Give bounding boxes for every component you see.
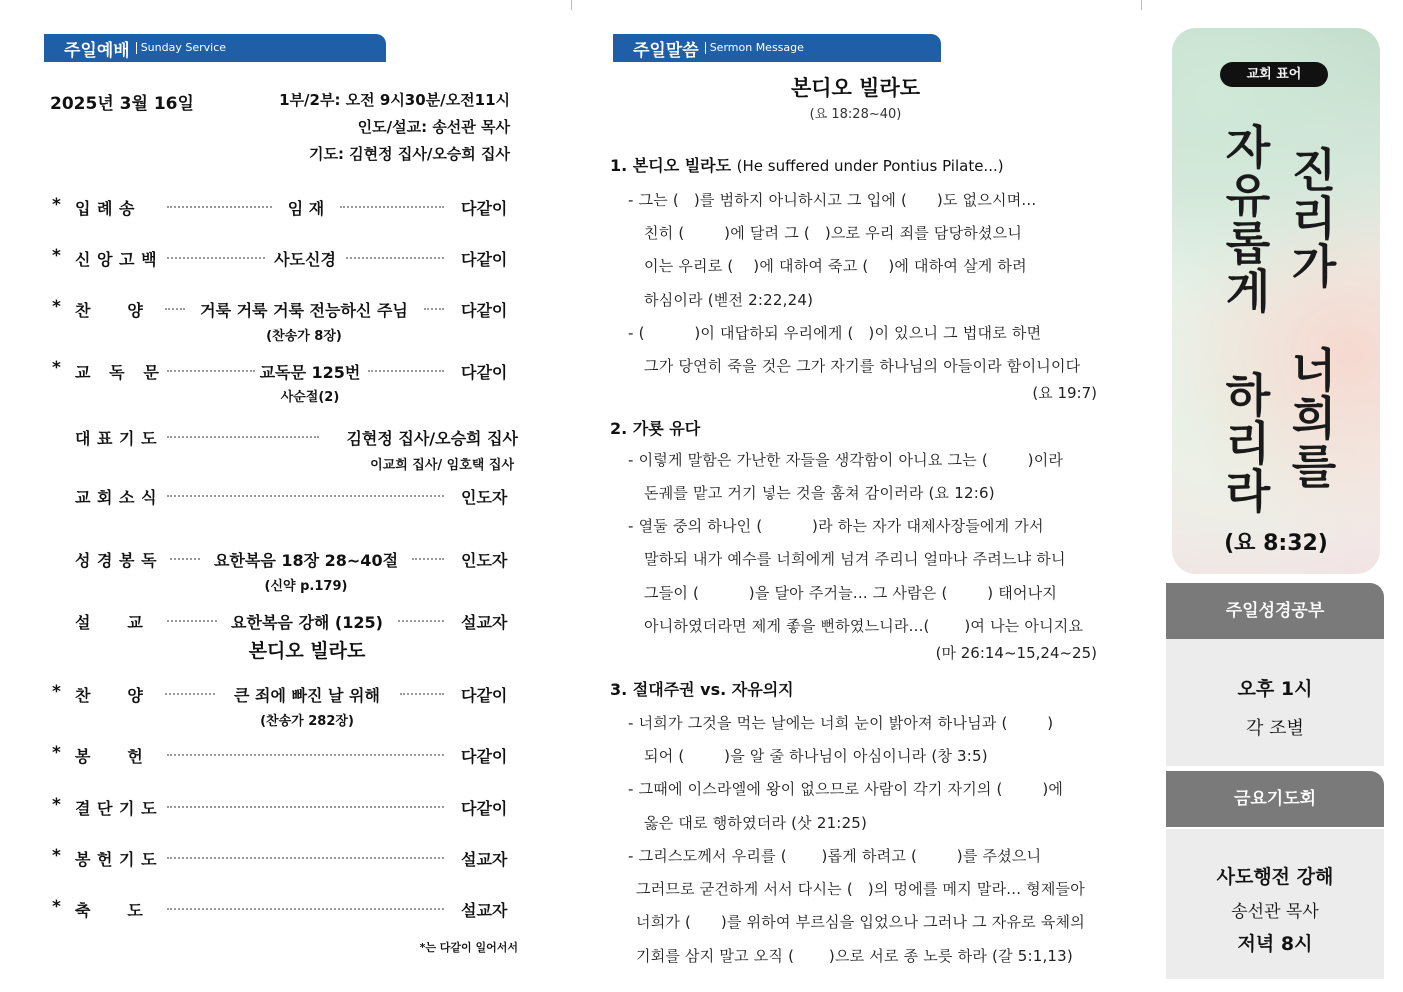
sermon-line: 기회를 삼지 말고 오직 ( )으로 서로 종 노릇 하라 (갈 5:1,13): [636, 947, 1073, 965]
bible-study-body: [1166, 639, 1384, 766]
service-header-en: Sunday Service: [136, 42, 226, 54]
order-content: 요한복음 18장 28~40절: [213, 551, 399, 570]
sermon-line: - 너희가 그것을 먹는 날에는 너희 눈이 밝아져 하나님과 ( ): [628, 714, 1054, 732]
sermon-line: - 그는 ( )를 범하지 아니하시고 그 입에 ( )도 없으시며...: [628, 191, 1037, 209]
dotted-leader: [340, 206, 444, 208]
sermon-line: - ( )이 대답하되 우리에게 ( )이 있으니 그 법대로 하면: [628, 324, 1042, 342]
order-label: 찬 양: [75, 686, 144, 705]
sermon-line: 그들이 ( )을 달아 주거늘... 그 사람은 ( ) 태어나지: [644, 584, 1058, 602]
service-header: [44, 34, 386, 62]
sermon-line: 그가 당연히 죽을 것은 그가 자기를 하나님의 아들이라 함이니이다: [644, 357, 1081, 375]
sermon-line: 돈궤를 맡고 거기 넣는 것을 훔쳐 감이러라 (요 12:6): [644, 484, 995, 502]
sermon-line: 옳은 대로 행하였더라 (삿 21:25): [644, 814, 868, 832]
section-3-title: 3. 절대주권 vs. 자유의지: [610, 680, 794, 699]
sermon-line: 그러므로 굳건하게 서서 다시는 ( )의 멍에를 메지 말라... 형제들아: [636, 880, 1085, 898]
order-leader: 다같이: [461, 363, 508, 382]
order-leader: 설교자: [461, 613, 508, 632]
order-leader: 다같이: [461, 747, 508, 766]
order-leader: 인도자: [461, 488, 508, 507]
standing-mark: *: [52, 246, 61, 266]
dotted-leader: [167, 857, 444, 859]
service-time: 1부/2부: 오전 9시30분/오전11시: [279, 91, 510, 109]
church-motto-card: [1172, 28, 1380, 574]
dotted-leader: [167, 908, 444, 910]
standing-mark: *: [52, 682, 61, 702]
friday-prayer-leader: 송선관 목사: [1231, 902, 1319, 922]
service-leader: 인도/설교: 송선관 목사: [357, 118, 510, 136]
motto-badge: 교회 표어: [1220, 62, 1328, 87]
order-sub: (신약 p.179): [264, 579, 348, 594]
order-leader: 설교자: [461, 901, 508, 920]
dotted-leader: [167, 206, 272, 208]
sermon-line: 친히 ( )에 달려 그 ( )으로 우리 죄를 담당하셨으니: [644, 224, 1023, 242]
standing-mark: *: [52, 795, 61, 815]
order-content: 사도신경: [274, 250, 336, 269]
sermon-line: 하심이라 (벧전 2:22,24): [644, 291, 814, 309]
sermon-citation: (요 19:7): [1032, 384, 1097, 402]
sermon-line: - 열둘 중의 하나인 ( )라 하는 자가 대제사장들에게 가서: [628, 517, 1044, 535]
dotted-leader: [167, 620, 217, 622]
sermon-line: 말하되 내가 예수를 너희에게 넘겨 주리니 얼마나 주려느냐 하니: [644, 550, 1066, 568]
dotted-leader: [170, 558, 200, 560]
sermon-line: - 이렇게 말함은 가난한 자들을 생각함이 아니요 그는 ( )이라: [628, 451, 1064, 469]
dotted-leader: [346, 257, 444, 259]
section-1-title-en: (He suffered under Pontius Pilate...): [736, 157, 1004, 175]
order-label: 봉 헌 기 도: [75, 850, 158, 869]
dotted-leader: [400, 693, 444, 695]
order-sub: 이교희 집사/ 임호택 집사: [370, 458, 514, 473]
order-content: 임 재: [287, 199, 325, 218]
order-leader: 다같이: [461, 799, 508, 818]
standing-mark: *: [52, 195, 61, 215]
bible-study-group: 각 조별: [1246, 718, 1304, 739]
sermon-line: 아니하였더라면 제게 좋을 뻔하였느니라...( )여 나는 아니지요: [644, 617, 1084, 635]
order-leader: 다같이: [461, 686, 508, 705]
standing-mark: *: [52, 358, 61, 378]
order-leader: 다같이: [461, 301, 508, 320]
sermon-line: 너희가 ( )를 위하여 부르심을 입었으나 그러나 그 자유로 육체의: [636, 913, 1085, 931]
sermon-line: 이는 우리로 ( )에 대하여 죽고 ( )에 대하여 살게 하려: [644, 257, 1027, 275]
motto-reference: (요 8:32): [1224, 531, 1328, 556]
order-label: 축 도: [75, 901, 144, 920]
standing-mark: *: [52, 897, 61, 917]
sermon-header: [613, 34, 941, 62]
service-date: 2025년 3월 16일: [50, 94, 194, 114]
order-leader: 설교자: [461, 850, 508, 869]
order-label: 설 교: [75, 613, 144, 632]
order-label: 봉 헌: [75, 747, 144, 766]
dotted-leader: [398, 620, 444, 622]
order-label: 입 례 송: [75, 199, 136, 218]
order-leader: 다같이: [461, 250, 508, 269]
order-label: 교 독 문: [75, 363, 160, 382]
order-label: 성 경 봉 독: [75, 551, 158, 570]
dotted-leader: [167, 436, 319, 438]
page-divider: [571, 0, 572, 10]
standing-mark: *: [52, 297, 61, 317]
section-2-title: 2. 가룟 유다: [610, 419, 701, 438]
sermon-line: - 그리스도께서 우리를 ( )롭게 하려고 ( )를 주셨으니: [628, 847, 1042, 865]
standing-mark: *: [52, 846, 61, 866]
dotted-leader: [167, 754, 444, 756]
dotted-leader: [167, 495, 444, 497]
order-sub: 사순절(2): [280, 390, 340, 405]
order-label: 결 단 기 도: [75, 799, 158, 818]
dotted-leader: [412, 558, 444, 560]
dotted-leader: [165, 693, 215, 695]
sermon-header-en: Sermon Message: [705, 42, 804, 54]
dotted-leader: [167, 370, 255, 372]
section-1-title: [610, 153, 1004, 176]
order-label: 신 앙 고 백: [75, 250, 158, 269]
bible-study-header: 주일성경공부: [1166, 583, 1384, 639]
section-1-title-ko: 1. 본디오 빌라도: [610, 156, 737, 175]
friday-prayer-time: 저녁 8시: [1237, 933, 1313, 955]
page-divider: [1141, 0, 1142, 10]
bible-study-time: 오후 1시: [1237, 678, 1313, 700]
dotted-leader: [167, 257, 265, 259]
sermon-header-ko: 주일말씀: [633, 40, 699, 61]
friday-prayer-topic: 사도행전 강해: [1216, 866, 1334, 888]
order-sub: (찬송가 282장): [260, 714, 354, 729]
order-content: 요한복음 강해 (125): [231, 613, 383, 632]
sermon-line: - 그때에 이스라엘에 왕이 없으므로 사람이 각기 자기의 ( )에: [628, 780, 1064, 798]
sermon-title-sub: 본디오 빌라도: [248, 640, 366, 662]
service-prayer-leaders: 기도: 김현정 집사/오승희 집사: [308, 145, 510, 163]
order-content: 교독문 125번: [259, 363, 361, 382]
friday-prayer-header: 금요기도회: [1166, 771, 1384, 827]
order-content: 김현정 집사/오승희 집사: [346, 429, 518, 448]
order-sub: (찬송가 8장): [266, 329, 342, 344]
sermon-reference: (요 18:28~40): [809, 107, 902, 122]
dotted-leader: [368, 370, 444, 372]
dotted-leader: [167, 806, 444, 808]
order-leader: 다같이: [461, 199, 508, 218]
motto-line-left: 자유롭게 하리라: [1218, 123, 1272, 515]
sermon-citation: (마 26:14~15,24~25): [935, 644, 1097, 662]
standing-mark: *: [52, 743, 61, 763]
dotted-leader: [424, 308, 444, 310]
order-content: 거룩 거룩 거룩 전능하신 주님: [200, 301, 408, 320]
order-content: 큰 죄에 빠진 날 위해: [234, 686, 380, 705]
motto-line-right: 진리가 너희를: [1284, 146, 1338, 490]
service-header-ko: 주일예배: [64, 40, 130, 61]
sermon-title: 본디오 빌라도: [790, 76, 921, 100]
order-leader: 인도자: [461, 551, 508, 570]
order-label: 찬 양: [75, 301, 144, 320]
sermon-line: 되어 ( )을 알 줄 하나님이 아심이니라 (창 3:5): [644, 747, 988, 765]
order-label: 대 표 기 도: [75, 429, 158, 448]
dotted-leader: [165, 308, 185, 310]
order-label: 교 회 소 식: [75, 488, 158, 507]
standing-footnote: *는 다같이 일어서서: [419, 941, 518, 954]
